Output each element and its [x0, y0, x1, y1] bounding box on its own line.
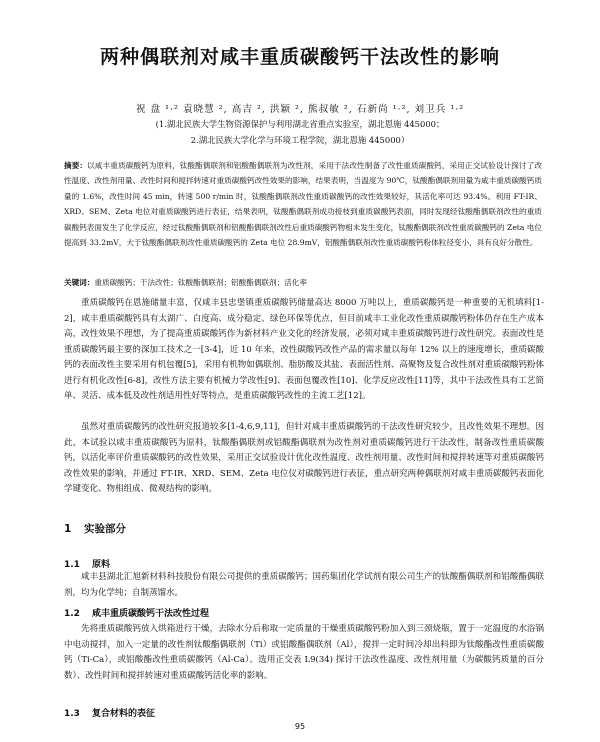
abstract-text: 以咸丰重质碳酸钙为原料，钛酸酯偶联剂和铝酸酯偶联剂为改性剂，采用干法改性制备了改性重质碳酸钙，采用正交试验设计探讨了改性温度、改性剂用量、改性时间和搅拌转速对重质碳酸钙改性效果的影响，结果表明，当温度为 90℃，钛酸酯偶联剂用量为咸丰重质碳酸钙质量的 1.6%，改性时间 45 min，转速 500 r/min 时，钛酸酯偶联剂改性重质碳酸钙的改性效果较好，其活化率可达 93.4%。利用 FT-IR、XRD、SEM、Zeta 电位对重质碳酸钙进行表征，结果表明，钛酸酯偶联剂成功接枝到重质碳酸钙表面，同时发现经钛酸酯偶联剂改性的重质碳酸钙表面发生了化学反应，经过钛酸酯偶联剂和铝酸酯偶联剂改性后重质碳酸钙物相未发生变化，钛酸酯偶联剂改性重质碳酸钙的 Zeta 电位提高到 33.2mV，大于钛酸酯偶联剂改性重质碳酸钙的 Zeta 电位 28.9mV，铝酸酯偶联剂改性重质碳酸钙粉体粒径变小，具有良好分散性。: [64, 161, 542, 248]
abstract: [64, 158, 542, 250]
keywords: [64, 277, 542, 288]
page-number: 95: [294, 722, 306, 731]
section-heading: [64, 521, 126, 536]
author-list: 祝 盘 ¹·² 袁晓慧 ², 高吉 ², 洪颖 ², 熊叔敏 ², 石新尚 ¹·², 刘卫兵 ¹·²: [135, 104, 465, 115]
affiliation-1: (1.湖北民族大学生物资源保护与利用湖北省重点实验室，湖北恩施 445000；: [155, 119, 445, 129]
abstract-label: 摘要：: [64, 161, 88, 170]
section-number: 1: [64, 523, 72, 535]
materials-paragraph: 咸丰县湖北汇旭新材料科技股份有限公司提供的重质碳酸钙；国药集团化学试剂有限公司生产的钛酸酯偶联剂和铝酸酯偶联剂，均为化学纯；自制蒸馏水。: [64, 572, 544, 598]
subsection-title: 复合材料的表征: [92, 709, 156, 719]
intro-paragraph-1: 重质碳酸钙在恩施储量丰富，仅咸丰县忠堡镇重质碳酸钙储量高达 8000 万吨以上，重质碳酸钙是一种重要的无机填料[1-2]，咸丰重质碳酸钙具有太湖广、白度高、成分稳定、绿色环保等优点，但目前咸丰工业化改性重质碳酸钙粉体仍存在生产成本高，改性效果不理想，为了提高重质碳酸钙作为新材料产业文化的经济发展，必须对咸丰重质碳酸钙进行改性研究。表面改性是重质碳酸钙最主要的深加工技术之一[3-4]，近 10 年来，改性碳酸钙改性产品的需求量以每年 12% 以上的速度增长，重质碳酸钙的表面改性主要采用有机包覆[5]，采用有机物如偶联剂、脂肪酸及其盐、表面活性剂、高聚物及复合改性剂对重质碳酸钙粉体进行有机化改性[6-8]，改性方法主要有机械力学改性[9]、表面包覆改性[10]、化学反应改性[11]等，其中干法改性具有工艺简单、灵活、成本低及改性剂适用性好等特点，是重质碳酸钙改性的主流工艺[12]。: [64, 298, 544, 401]
subsection-heading-materials: [64, 557, 110, 570]
subsection-heading-process: [64, 606, 209, 619]
subsection-number: 1.3: [64, 709, 80, 719]
section-title: 实验部分: [84, 523, 126, 535]
subsection-number: 1.1: [64, 560, 80, 570]
subsection-title: 原料: [92, 560, 111, 570]
subsection-title: 咸丰重质碳酸钙干法改性过程: [92, 609, 210, 619]
intro-paragraph-2: 虽然对重质碳酸钙的改性研究报道较多[1-4,6,9,11]，但针对咸丰重质碳酸钙的干法改性研究较少，且改性效果不理想。因此，本试验以咸丰重质碳酸钙为原料，钛酸酯偶联剂或铝酸酯偶联剂为改性剂对重质碳酸钙进行干法改性，制备改性重质碳酸钙，以活化率评价重质碳酸钙的改性效果，采用正交试验设计优化改性温度、改性剂用量、改性时间和搅拌转速等对重质碳酸钙改性效果的影响，并通过 FT-IR、XRD、SEM、Zeta 电位仪对碳酸钙进行表征，重点研究两种偶联剂对咸丰重质碳酸钙表面化学键变化、物相组成、微观结构的影响。: [64, 422, 544, 494]
affiliation-2: 2.湖北民族大学化学与环境工程学院，湖北恩施 445000）: [190, 135, 410, 145]
keywords-text: 重质碳酸钙；干法改性；钛酸酯偶联剂；铝酸酯偶联剂；活化率: [94, 278, 307, 287]
paper-title: 两种偶联剂对咸丰重质碳酸钙干法改性的影响: [99, 46, 500, 68]
subsection-heading-characterization: [64, 706, 155, 719]
subsection-number: 1.2: [64, 609, 80, 619]
keywords-label: 关键词：: [64, 278, 95, 287]
process-paragraph: 先将重质碳酸钙放入烘箱进行干燥，去除水分后称取一定质量的干燥重质碳酸钙粉加入到三颈烧瓶，置于一定温度的水浴锅中电动搅拌，加入一定量的改性剂钛酸酯偶联剂（Ti）或铝酸酯偶联剂（Al），搅拌一定时间冷却出料即为钛酸酯改性重质碳酸钙（Ti-Ca），或铝酸酯改性重质碳酸钙（Al-Ca）。选用正交表 L9(34) 探讨干法改性温度、改性剂用量（为碳酸钙质量的百分数）、改性时间和搅拌转速对重质碳酸钙活化率的影响。: [64, 624, 544, 681]
